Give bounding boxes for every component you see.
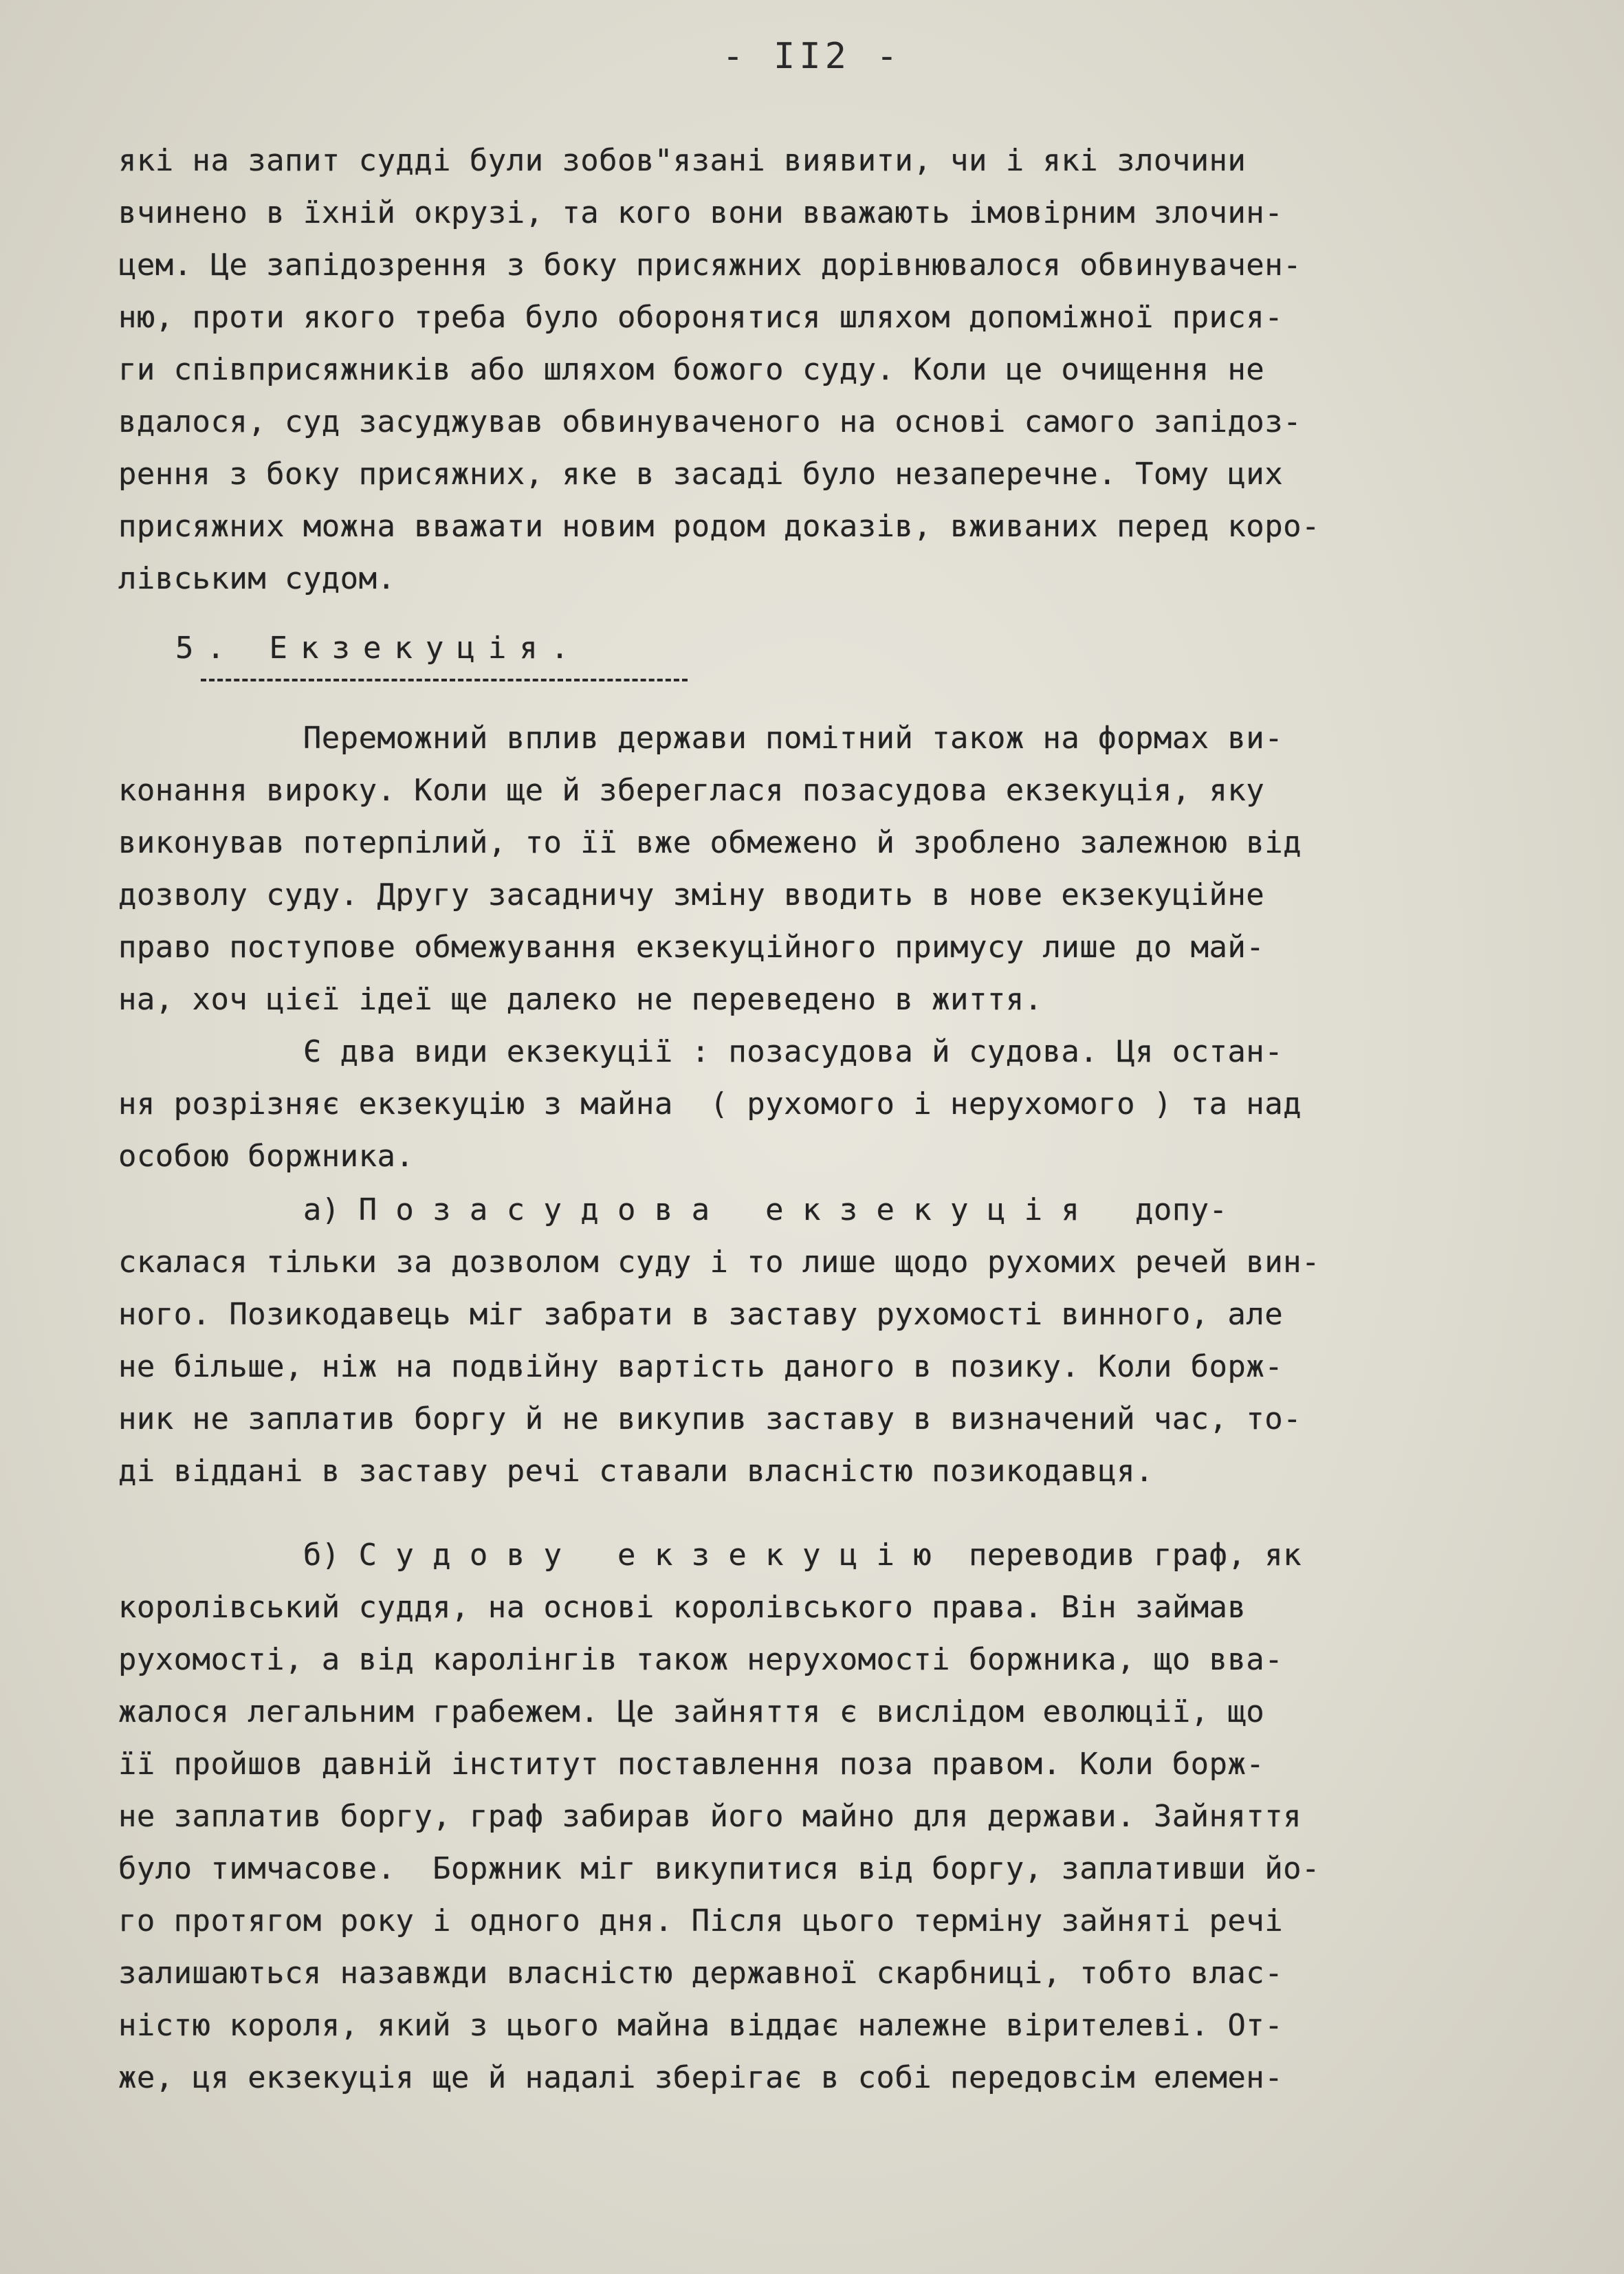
text-line: її пройшов давній інститут поставлення поза правом. Коли борж-: [118, 1747, 1265, 1782]
text-line: конання вироку. Коли ще й збереглася позасудова екзекуція, яку: [118, 773, 1265, 808]
text-line: ністю короля, який з цього майна віддає належне вірителеві. От-: [118, 2008, 1284, 2043]
text-line: вдалося, суд засуджував обвинуваченого на основі самого запідоз-: [118, 404, 1302, 439]
text-line: право поступове обмежування екзекуційного примусу лише до май-: [118, 930, 1265, 965]
text-line: виконував потерпілий, то її вже обмежено й зроблено залежною від: [118, 825, 1302, 860]
page-number: - II2 -: [722, 36, 902, 77]
text-line: же, ця екзекуція ще й надалі зберігає в собі передовсім елемен-: [118, 2060, 1284, 2095]
text-line: ня розрізняє екзекуцію з майна ( рухомого і нерухомого ) та над: [118, 1086, 1302, 1122]
text-line: Є два види екзекуції : позасудова й судова. Ця остан-: [118, 1034, 1284, 1069]
text-line: які на запит судді були зобов"язані виявити, чи і які злочини: [118, 143, 1247, 178]
text-line: залишаються назавжди власністю державної скарбниці, тобто влас-: [118, 1956, 1284, 1991]
text-line: цем. Це запідозрення з боку присяжних дорівнювалося обвинувачен-: [118, 248, 1302, 283]
text-line: на, хоч цієї ідеї ще далеко не переведено в життя.: [118, 982, 1043, 1017]
text-line: королівський суддя, на основі королівського права. Він займав: [118, 1590, 1247, 1625]
text-line: ді віддані в заставу речі ставали власністю позикодавця.: [118, 1454, 1154, 1489]
text-line: Переможний вплив держави помітний також на формах ви-: [118, 721, 1284, 756]
text-line: ник не заплатив боргу й не викупив заставу в визначений час, то-: [118, 1401, 1302, 1436]
paragraph-execution-intro: [118, 712, 1583, 1183]
heading-underline: [201, 679, 688, 681]
paragraph-jury: [118, 135, 1583, 605]
text-line: дозволу суду. Другу засадничу зміну вводить в нове екзекуційне: [118, 877, 1265, 912]
text-line: присяжних можна вважати новим родом доказів, вживаних перед коро-: [118, 509, 1320, 544]
text-line: б) С у д о в у е к з е к у ц і ю переводив граф, як: [118, 1538, 1302, 1573]
text-line: ги співприсяжників або шляхом божого суду. Коли це очищення не: [118, 352, 1265, 387]
text-line: особою боржника.: [118, 1139, 415, 1174]
text-line: не заплатив боргу, граф забирав його майно для держави. Зайняття: [118, 1799, 1302, 1834]
text-line: рухомості, а від каролінгів також нерухомості боржника, що вва-: [118, 1642, 1284, 1677]
paragraph-judicial: [118, 1529, 1583, 2104]
text-line: не більше, ніж на подвійну вартість даного в позику. Коли борж-: [118, 1349, 1284, 1384]
text-line: ню, проти якого треба було оборонятися шляхом допоміжної прися-: [118, 300, 1284, 335]
text-line: скалася тільки за дозволом суду і то лише щодо рухомих речей вин-: [118, 1245, 1320, 1280]
text-line: лівським судом.: [118, 561, 396, 596]
text-line: а) П о з а с у д о в а е к з е к у ц і я допу-: [118, 1192, 1228, 1227]
paragraph-extrajudicial: [118, 1184, 1583, 1498]
text-line: ного. Позикодавець міг забрати в заставу рухомості винного, але: [118, 1297, 1284, 1332]
text-line: було тимчасове. Боржник міг викупитися від боргу, заплативши йо-: [118, 1851, 1320, 1886]
text-line: рення з боку присяжних, яке в засаді було незаперечне. Тому цих: [118, 457, 1284, 492]
text-line: вчинено в їхній окрузі, та кого вони вважають імовірним злочин-: [118, 195, 1284, 230]
text-line: жалося легальним грабежем. Це зайняття є вислідом еволюції, що: [118, 1694, 1265, 1729]
section-heading: 5. Екзекуція.: [175, 631, 582, 666]
text-line: го протягом року і одного дня. Після цього терміну зайняті речі: [118, 1903, 1284, 1938]
